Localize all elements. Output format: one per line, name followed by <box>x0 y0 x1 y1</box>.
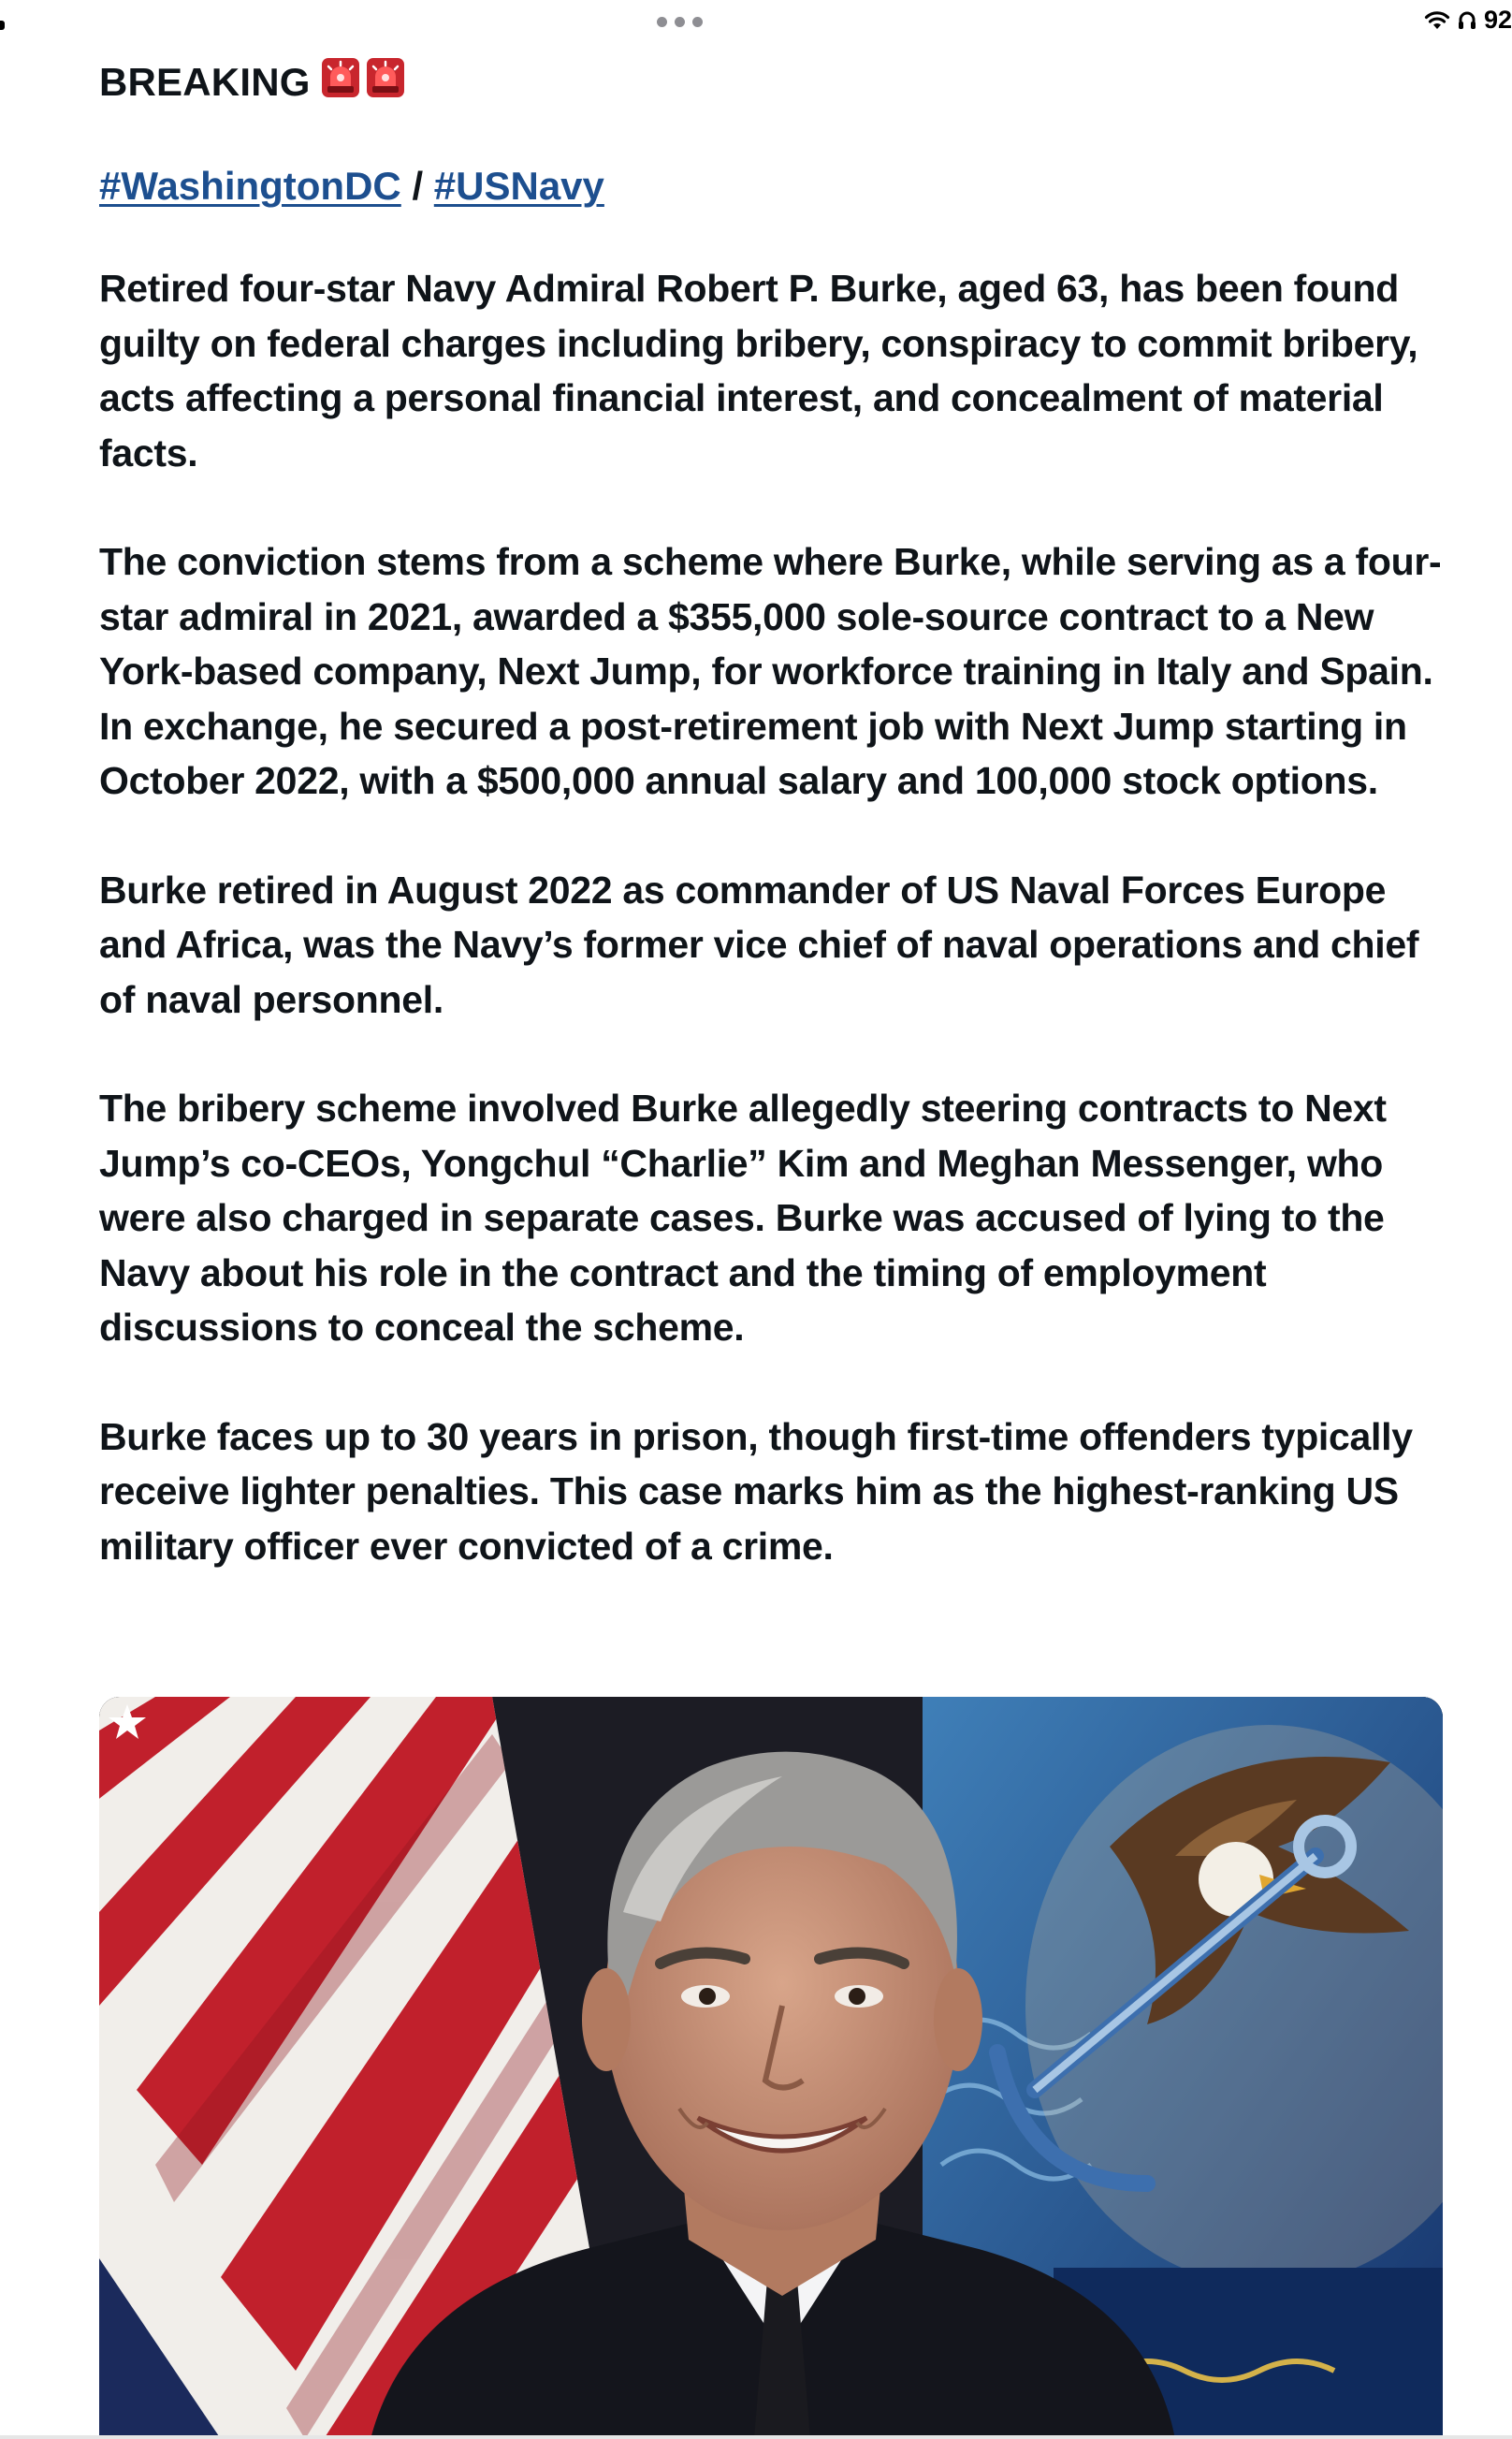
paragraph-conviction: The conviction stems from a scheme where Burke, while serving as a four-star admiral in 2021, awarded a $355,000 sole-source contract to a New York-based company, Next Jump, for workforce training in Italy and Spain. In exchange, he secured a post-retirement job with Next Jump starting in October 2022, with a $500,000 annual salary and 100,000 stock options. <box>99 540 1442 802</box>
police-light-icon <box>367 58 404 107</box>
window-grabber-handle[interactable] <box>657 17 703 27</box>
wifi-icon <box>1424 10 1450 31</box>
headphones-icon <box>1458 10 1476 31</box>
hashtag-line <box>99 158 1447 214</box>
paragraph-scheme: The bribery scheme involved Burke allegedly steering contracts to Next Jump’s co-CEOs, Yongchul “Charlie” Kim and Meghan Messenger, who were also charged in separate cases. Burke was accused of lying to the Navy about his role in the contract and the timing of employment discussions to conceal the scheme. <box>99 1087 1387 1349</box>
breaking-label: BREAKING <box>99 60 311 104</box>
official-portrait-photo <box>99 1697 1443 2439</box>
hashtag-washingtondc-link[interactable]: #WashingtonDC <box>99 164 401 208</box>
paragraph-sentence: Burke faces up to 30 years in prison, though first-time offenders typically receive lighter penalties. This case marks him as the highest-ranking US military officer ever convicted of a crime. <box>99 1414 1413 1568</box>
status-bar <box>0 0 1512 56</box>
status-indicators <box>1424 6 1512 35</box>
edge-indicator <box>0 21 5 30</box>
paragraph-verdict: Retired four-star Navy Admiral Robert P. Burke, aged 63, has been found guilty on federal charges including bribery, conspiracy to commit bribery, acts affecting a personal financial interest, and concealment of material facts. <box>99 267 1418 475</box>
battery-level: 92 <box>1483 6 1512 34</box>
police-light-icon <box>322 58 359 107</box>
hashtag-usnavy-link[interactable]: #USNavy <box>433 164 604 208</box>
hashtag-separator: / <box>412 164 434 208</box>
post-body <box>99 51 1447 1573</box>
bottom-divider <box>0 2435 1512 2439</box>
post-photo[interactable] <box>99 1697 1443 2439</box>
paragraph-retirement: Burke retired in August 2022 as commander of US Naval Forces Europe and Africa, was the Navy’s former vice chief of naval operations and chief of naval personnel. <box>99 868 1419 1021</box>
post-header <box>99 51 1447 113</box>
